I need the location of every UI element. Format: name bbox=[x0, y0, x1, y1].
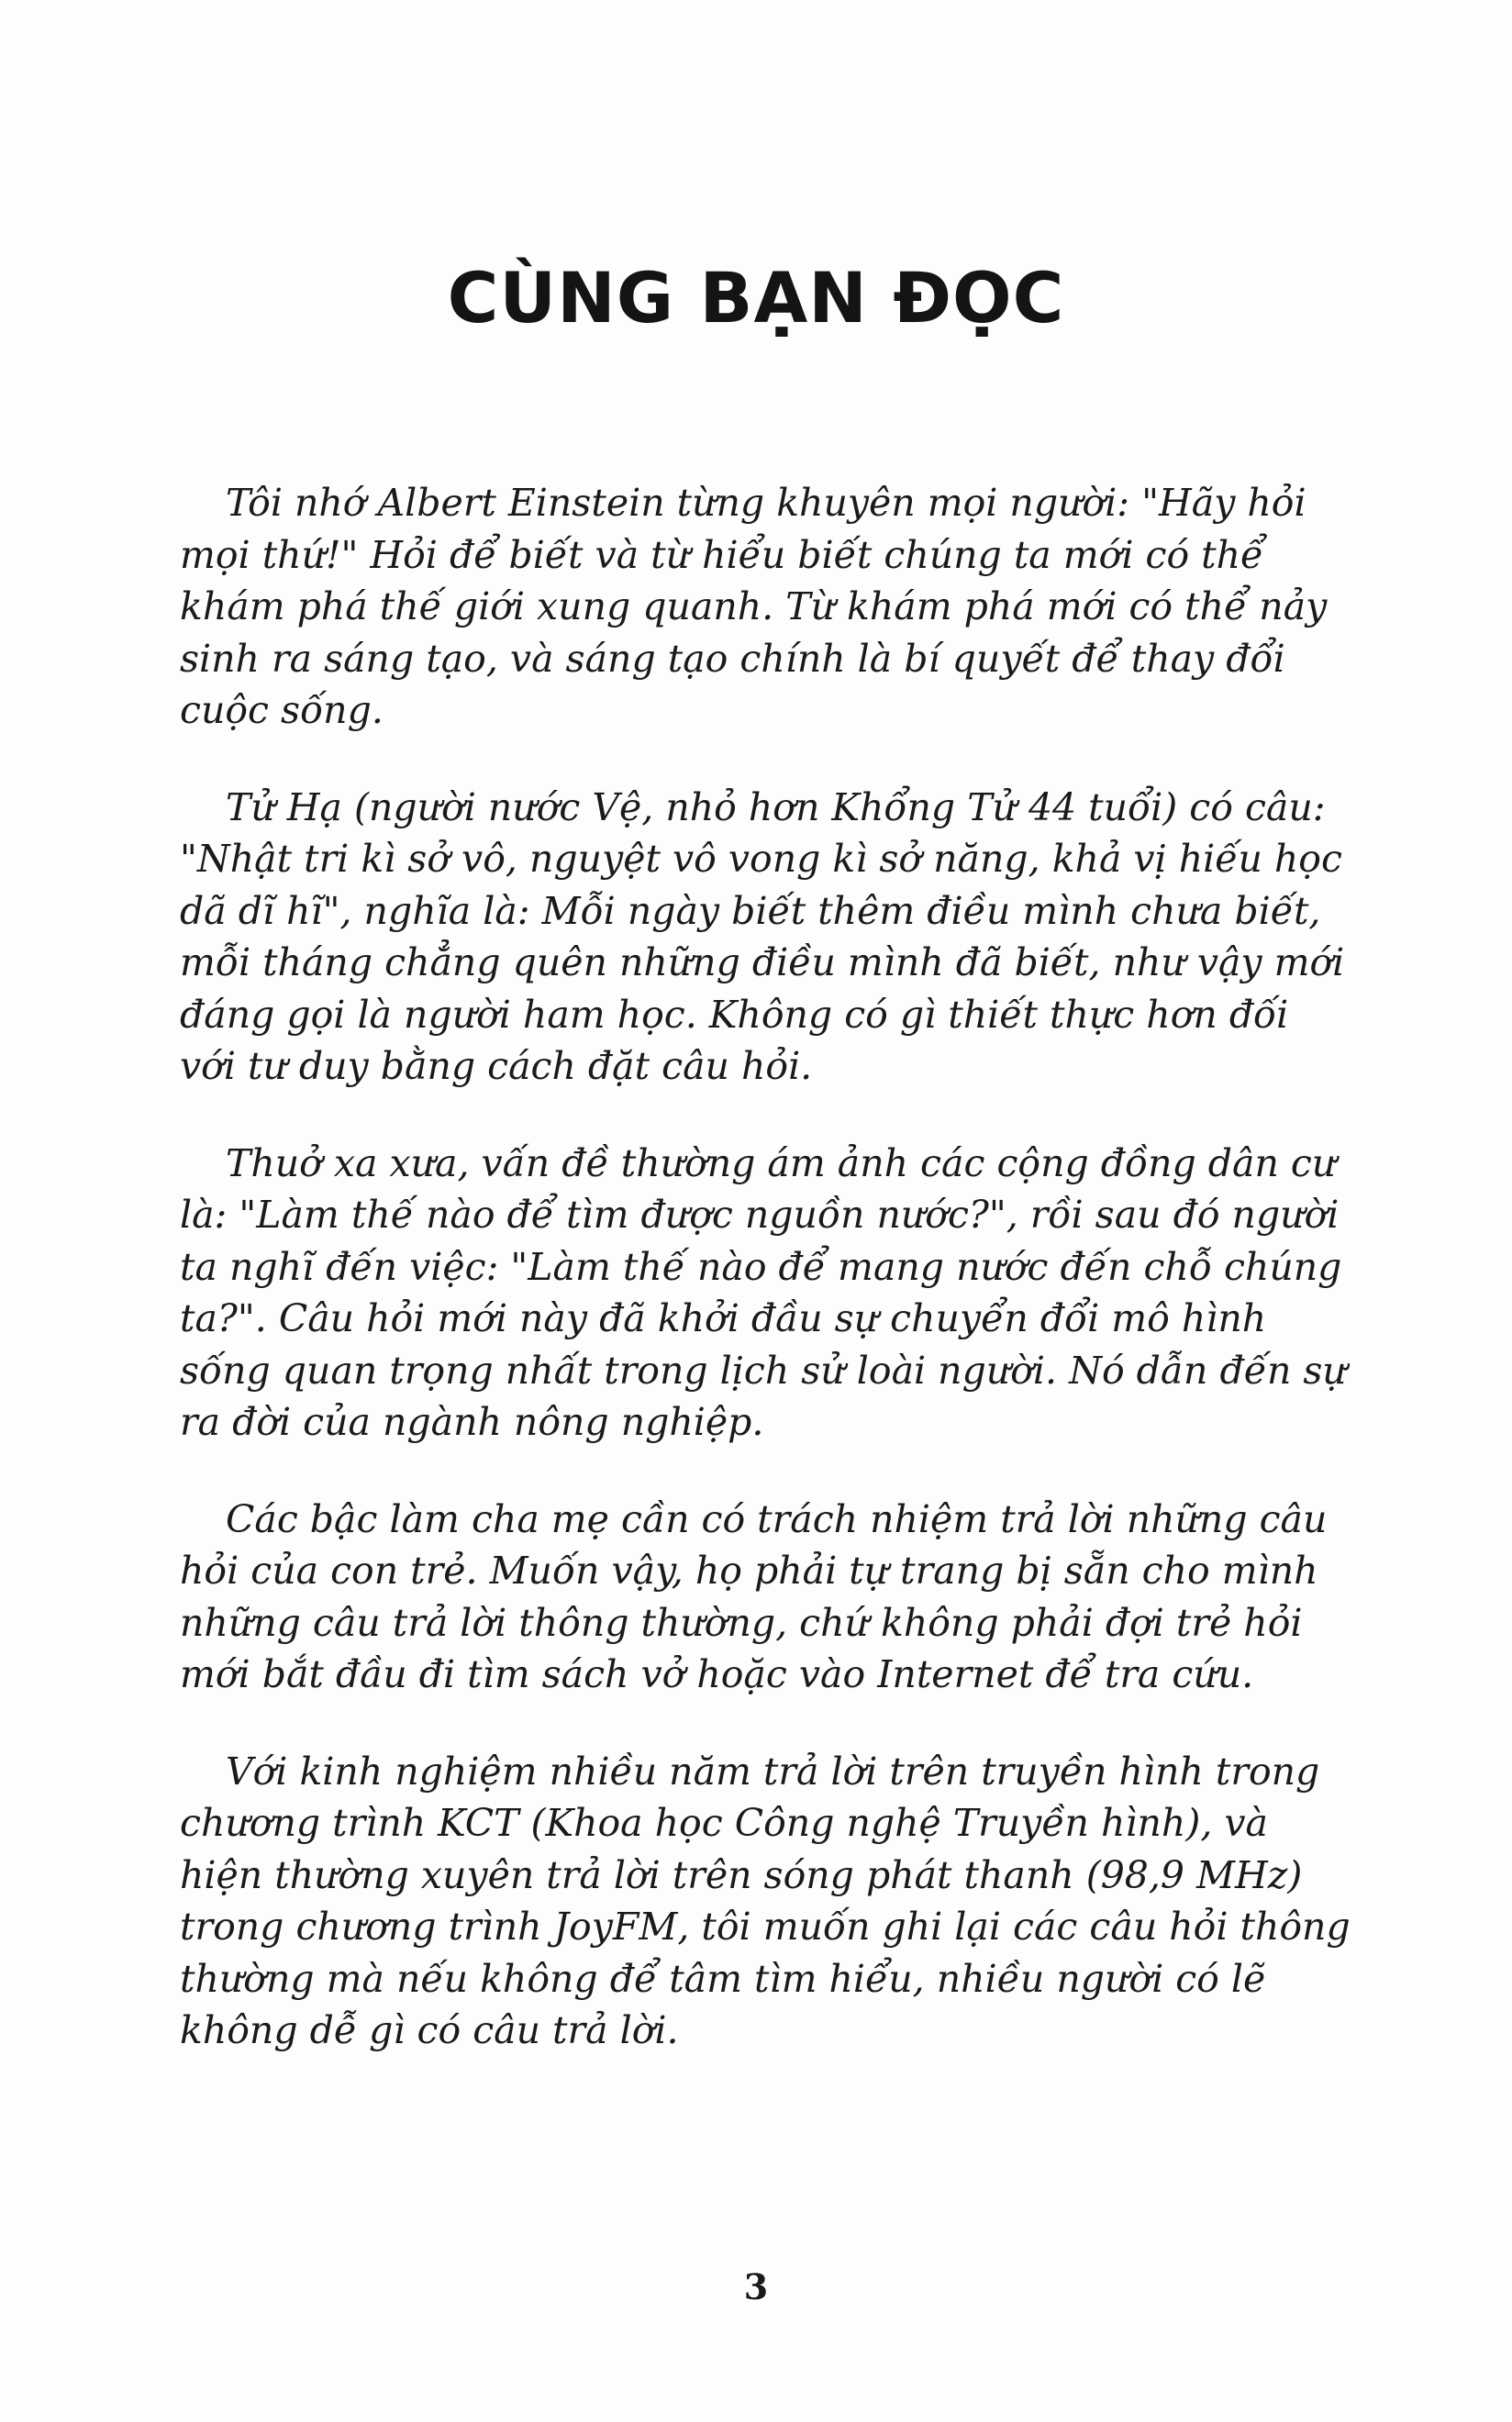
paragraph-4: Các bậc làm cha mẹ cần có trách nhiệm trả lời những câu hỏi của con trẻ. Muốn vậy, họ phải tự trang bị sẵn cho mình những câu trả lời thông thường, chứ không phải đợi trẻ hỏi mới bắt đầu đi tìm sách vở hoặc vào Internet để tra cứu. bbox=[180, 1496, 1328, 1696]
page-number: 3 bbox=[743, 2266, 769, 2307]
paragraph-2: Tử Hạ (người nước Vệ, nhỏ hơn Khổng Tử 44 tuổi) có câu: "Nhật tri kì sở vô, nguyệt vô vong kì sở năng, khả vị hiếu học dã dĩ hĩ", nghĩa là: Mỗi ngày biết thêm điều mình chưa biết, mỗi tháng chẳng quên những điều mình đã biết, như vậy mới đáng gọi là người ham học. Không có gì thiết thực hơn đối với tư duy bằng cách đặt câu hỏi. bbox=[180, 784, 1345, 1088]
page-title: CÙNG BẠN ĐỌC bbox=[447, 257, 1065, 339]
paragraph-1: Tôi nhớ Albert Einstein từng khuyên mọi người: "Hãy hỏi mọi thứ!" Hỏi để biết và từ hiểu biết chúng ta mới có thể khám phá thế giới xung quanh. Từ khám phá mới có thể nảy sinh ra sáng tạo, và sáng tạo chính là bí quyết để thay đổi cuộc sống. bbox=[180, 481, 1328, 732]
paragraph-3: Thuở xa xưa, vấn đề thường ám ảnh các cộng đồng dân cư là: "Làm thế nào để tìm được nguồn nước?", rồi sau đó người ta nghĩ đến việc: "Làm thế nào để mang nước đến chỗ chúng ta?". Câu hỏi mới này đã khởi đầu sự chuyển đổi mô hình sống quan trọng nhất trong lịch sử loài người. Nó dẫn đến sự ra đời của ngành nông nghiệp. bbox=[180, 1140, 1347, 1444]
body-text bbox=[180, 477, 1352, 2057]
paragraph-5: Với kinh nghiệm nhiều năm trả lời trên truyền hình trong chương trình KCT (Khoa học Công nghệ Truyền hình), và hiện thường xuyên trả lời trên sóng phát thanh (98,9 MHz) trong chương trình JoyFM, tôi muốn ghi lại các câu hỏi thông thường mà nếu không để tâm tìm hiểu, nhiều người có lẽ không dễ gì có câu trả lời. bbox=[180, 1749, 1351, 2052]
